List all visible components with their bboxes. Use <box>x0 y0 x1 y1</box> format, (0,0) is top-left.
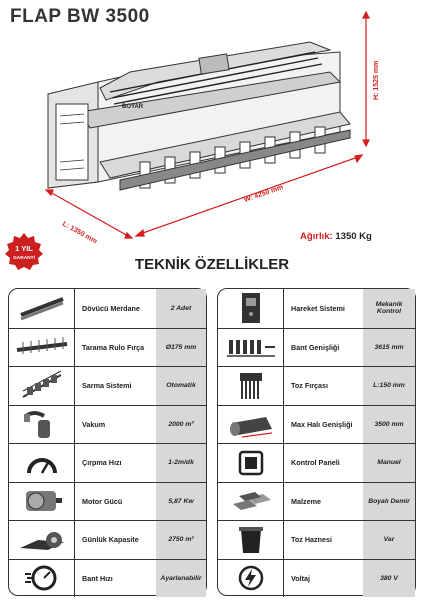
product-title: FLAP BW 3500 <box>10 6 150 27</box>
weight-label: Ağırlık: <box>300 231 333 242</box>
spec-label: Bant Hızı <box>82 573 113 583</box>
warranty-text: GARANTİ <box>13 256 35 261</box>
carpet-roll-icon <box>9 521 75 559</box>
dust-bin-icon <box>218 521 284 559</box>
weight-info <box>300 231 372 242</box>
spec-value: 3500 mm <box>363 406 415 444</box>
motor-icon <box>9 483 75 521</box>
spec-value: Boyalı Demir <box>363 483 415 521</box>
spec-value: Otomatik <box>156 367 206 405</box>
spec-label: Vakum <box>82 419 106 429</box>
spec-row <box>9 443 206 482</box>
spec-row <box>9 559 206 598</box>
spec-row <box>218 289 415 328</box>
belt-speed-icon <box>9 560 75 598</box>
technical-specs-title: TEKNİK ÖZELLİKLER <box>134 256 290 273</box>
spec-value: 380 V <box>363 560 415 598</box>
spec-label: Dövücü Merdane <box>82 303 140 313</box>
spec-value: L:150 mm <box>363 367 415 405</box>
spec-label: Motor Gücü <box>82 496 123 506</box>
speedometer-icon <box>9 444 75 482</box>
spec-row <box>9 520 206 559</box>
brush-roller-icon <box>9 329 75 367</box>
spec-row <box>9 366 206 405</box>
weight-value: 1350 Kg <box>335 231 372 242</box>
spec-value: 2750 m² <box>156 521 206 559</box>
spec-label: Voltaj <box>291 573 311 583</box>
spec-value: 2 Adet <box>156 289 206 328</box>
spec-row <box>9 482 206 521</box>
spec-value: Manuel <box>363 444 415 482</box>
dust-brush-icon <box>218 367 284 405</box>
svg-text:BOYAR: BOYAR <box>122 104 144 110</box>
spec-label: Toz Haznesi <box>291 535 333 545</box>
spec-value: Var <box>363 521 415 559</box>
spec-value: Ø175 mm <box>156 329 206 367</box>
spec-row <box>9 289 206 328</box>
spec-row <box>218 559 415 598</box>
length-dimension-label: L: 1350 mm <box>61 220 99 246</box>
specs-panel-left <box>8 288 207 596</box>
vacuum-icon <box>9 406 75 444</box>
width-dimension-label: W: 4250 mm <box>243 184 285 204</box>
spec-row <box>218 328 415 367</box>
control-cabinet-icon <box>218 289 284 328</box>
spec-value: 1-2m/dk <box>156 444 206 482</box>
spec-row <box>9 328 206 367</box>
warranty-years: 1 YIL <box>15 244 33 253</box>
spec-label: Tarama Rulo Fırça <box>82 342 145 352</box>
spec-row <box>218 443 415 482</box>
spec-row <box>218 405 415 444</box>
spec-label: Sarma Sistemi <box>82 381 132 391</box>
spec-value: 5,87 Kw <box>156 483 206 521</box>
winding-system-icon <box>9 367 75 405</box>
carpet-width-icon <box>218 406 284 444</box>
spec-label: Bant Genişliği <box>291 342 340 352</box>
spec-label: Malzeme <box>291 496 321 506</box>
spec-value: 2000 m³ <box>156 406 206 444</box>
spec-label: Çırpma Hızı <box>82 458 122 468</box>
spec-label: Kontrol Paneli <box>291 458 340 468</box>
spec-value: Ayarlanabilir <box>156 560 206 598</box>
spec-row <box>218 520 415 559</box>
material-icon <box>218 483 284 521</box>
belt-width-icon <box>218 329 284 367</box>
spec-row <box>9 405 206 444</box>
voltage-icon <box>218 560 284 598</box>
spec-label: Günlük Kapasite <box>82 535 139 545</box>
spec-value: Mekanik Kontrol <box>363 289 415 328</box>
spec-label: Toz Fırçası <box>291 381 329 391</box>
height-dimension-label: H: 1525 mm <box>373 60 380 100</box>
spec-value: 3615 mm <box>363 329 415 367</box>
spec-row <box>218 482 415 521</box>
control-panel-icon <box>218 444 284 482</box>
specs-panel-right <box>217 288 416 596</box>
beater-roller-icon <box>9 289 75 328</box>
spec-label: Hareket Sistemi <box>291 303 345 313</box>
spec-label: Max Halı Genişliği <box>291 419 353 429</box>
spec-row <box>218 366 415 405</box>
